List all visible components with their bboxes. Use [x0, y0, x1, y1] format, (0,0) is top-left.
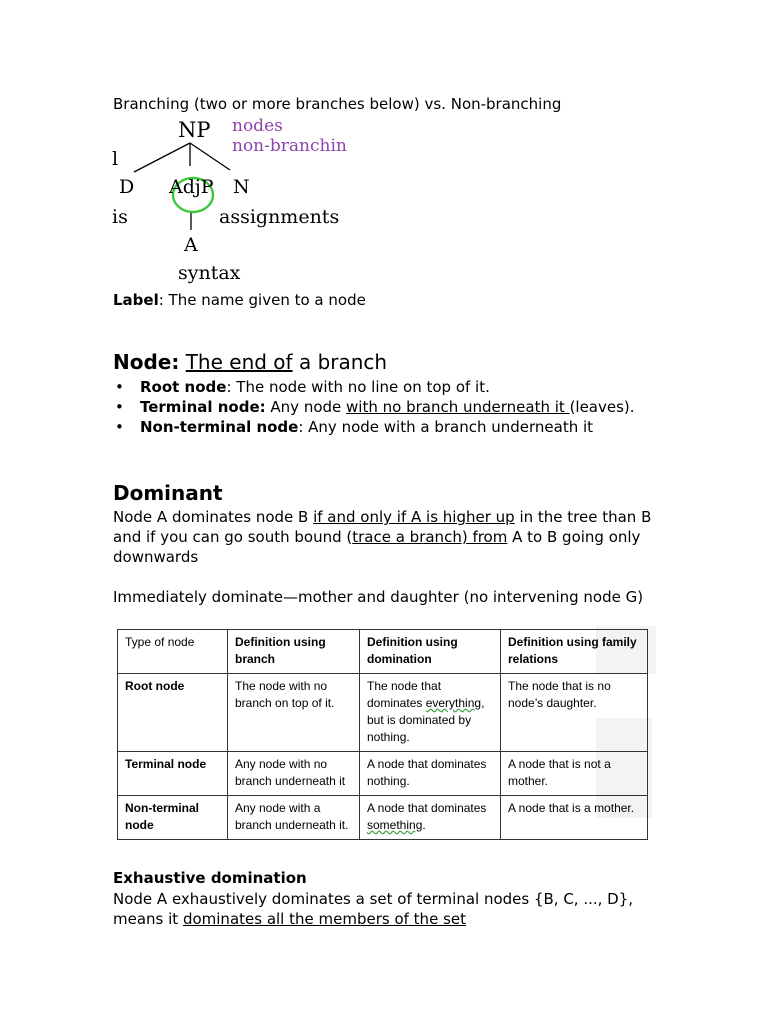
table-cell-branch: Any node with no branch underneath it [228, 752, 360, 796]
tree-edge-mark: l [112, 148, 119, 170]
immediately-dominate-line: Immediately dominate—mother and daughter (no intervening node G) [113, 588, 644, 606]
cell-text: , but is dominated by nothing. [367, 696, 485, 744]
tree-word-syntax: syntax [178, 262, 241, 284]
table-cell-type: Terminal node [118, 752, 228, 796]
cell-text: The node that dominates [367, 679, 442, 710]
node-definitions-table-wrap [117, 629, 648, 840]
cell-text: A node that dominates [367, 801, 487, 815]
exhaustive-line-2 [113, 909, 466, 929]
cell-text: . [422, 818, 426, 832]
table-header: Definition using branch [228, 630, 360, 674]
table-cell-family: A node that is a mother. [501, 796, 648, 840]
cell-marked-word: everything [425, 696, 482, 710]
syntax-tree-figure [112, 116, 352, 288]
table-cell-type: Root node [118, 674, 228, 752]
bullet-non-terminal-node [113, 417, 635, 437]
bullet-text: Any node [265, 398, 347, 416]
cell-marked-word: something [367, 818, 423, 832]
exhaustive-underlined: dominates all the members of the set [182, 910, 466, 928]
table-cell-domination [360, 796, 501, 840]
exhaustive-line-1: Node A exhaustively dominates a set of terminal nodes {B, C, ..., D}, [113, 890, 634, 908]
table-header: Type of node [118, 630, 228, 674]
table-row [118, 796, 648, 840]
bullet-term: Terminal node: [140, 398, 266, 416]
node-heading-term: Node: [113, 350, 180, 374]
label-term: Label [113, 291, 159, 309]
cell-text: A node that dominates nothing. [367, 757, 487, 788]
exhaustive-text: means it [113, 910, 183, 928]
table-header-row [118, 630, 648, 674]
table-cell-family: The node that is no node’s daughter. [501, 674, 648, 752]
dominant-line-2 [113, 527, 640, 547]
dominant-text: A to B going only [507, 528, 641, 546]
table-cell-family: A node that is not a mother. [501, 752, 648, 796]
tree-label-n: N [233, 176, 250, 198]
tree-label-d: D [119, 176, 135, 198]
dominant-text: in the tree than B [514, 508, 652, 526]
node-heading-rest: a branch [292, 350, 388, 374]
table-cell-branch: Any node with a branch underneath it. [228, 796, 360, 840]
exhaustive-heading: Exhaustive domination [113, 869, 307, 887]
tree-branch-right [190, 143, 230, 170]
node-definitions-table [117, 629, 648, 840]
dominant-line-1 [113, 507, 651, 527]
tree-note-nodes: nodes [232, 116, 283, 136]
dominant-text: Node A dominates node B [113, 508, 314, 526]
table-cell-branch: The node with no branch on top of it. [228, 674, 360, 752]
branching-line: Branching (two or more branches below) vs. Non-branching [113, 95, 562, 113]
dominant-underlined: trace a branch) from [352, 528, 508, 546]
bullet-underlined: with no branch underneath it [346, 398, 570, 416]
table-header: Definition using domination [360, 630, 501, 674]
table-row [118, 674, 648, 752]
bullet-terminal-node [113, 397, 635, 417]
bullet-text: : Any node with a branch underneath it [298, 418, 594, 436]
label-text: : The name given to a node [158, 291, 366, 309]
table-cell-domination [360, 674, 501, 752]
table-row [118, 752, 648, 796]
dominant-text: and if you can go south bound ( [113, 528, 353, 546]
tree-word-assignments: assignments [219, 206, 340, 228]
tree-label-a: A [184, 234, 198, 256]
node-bullet-list [113, 377, 635, 437]
bullet-root-node [113, 377, 635, 397]
node-heading [113, 349, 387, 375]
tree-word-is: is [112, 206, 128, 228]
table-cell-domination [360, 752, 501, 796]
bullet-rest: (leaves). [569, 398, 635, 416]
tree-label-np: NP [178, 118, 211, 142]
dominant-line-3: downwards [113, 548, 199, 566]
label-definition [113, 290, 366, 310]
node-heading-underlined: The end of [185, 350, 293, 374]
bullet-text: : The node with no line on top of it. [226, 378, 490, 396]
tree-note-non-branching: non-branchin [232, 136, 347, 156]
table-header: Definition using family relations [501, 630, 648, 674]
tree-label-adjp: AdjP [169, 176, 214, 198]
dominant-underlined: if and only if A is higher up [313, 508, 515, 526]
bullet-term: Root node [140, 378, 227, 396]
dominant-heading: Dominant [113, 481, 223, 505]
bullet-term: Non-terminal node [140, 418, 299, 436]
tree-branch-left [134, 143, 190, 172]
table-cell-type: Non-terminal node [118, 796, 228, 840]
